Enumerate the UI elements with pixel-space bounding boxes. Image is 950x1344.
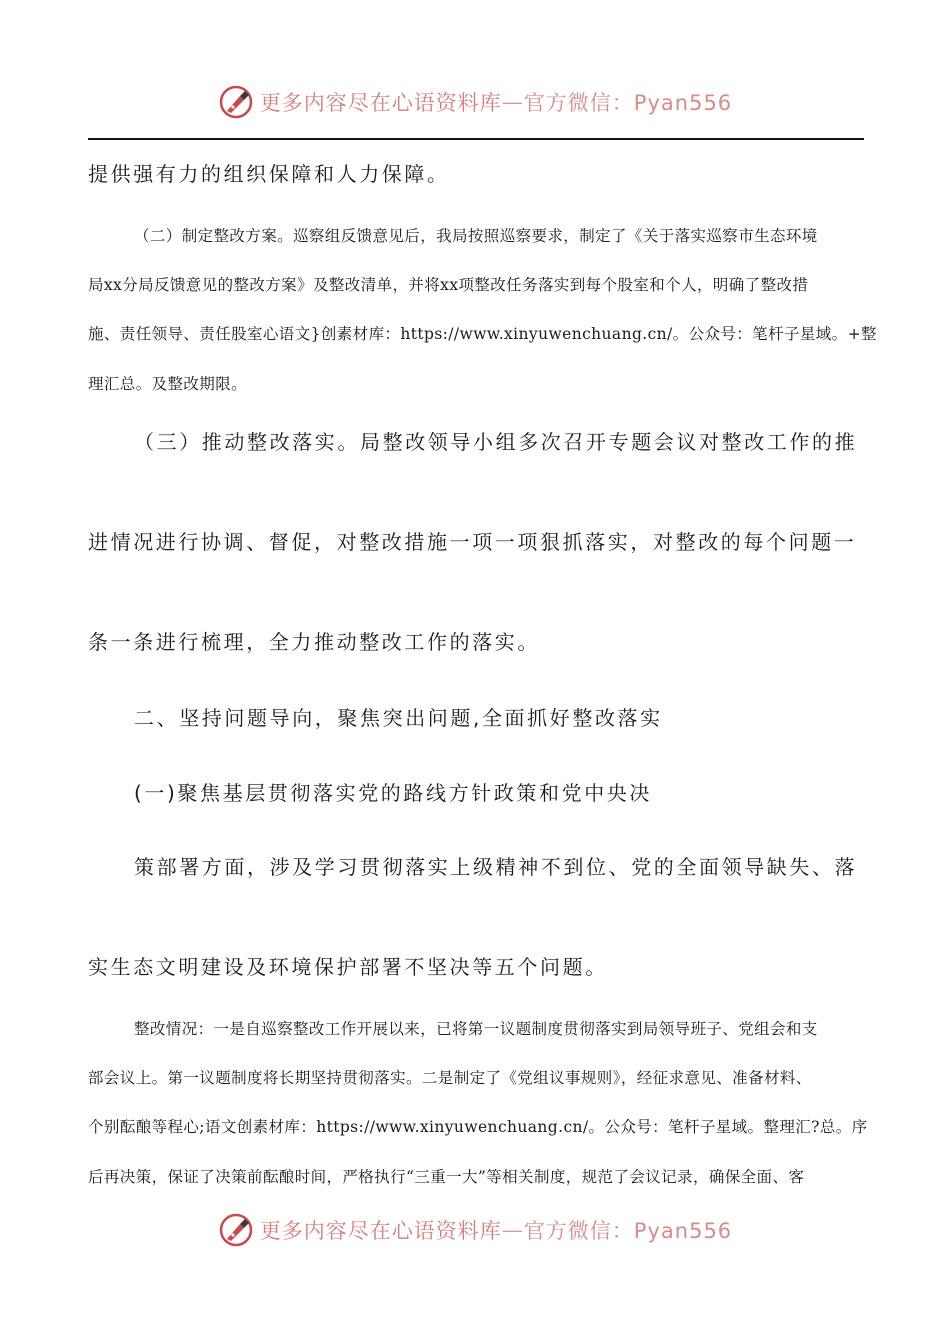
text-line: 条一条进行梳理，全力推动整改工作的落实。 [88,630,540,654]
pen-nib-logo-icon [218,84,254,120]
header-banner [0,80,950,124]
banner-brand-text: 更多内容尽在心语资料库 [259,91,502,115]
text-line: （三）推动整改落实。局整改领导小组多次召开专题会议对整改工作的推 [134,430,858,454]
banner-wechat-text: 官方微信：Pyan556 [523,91,733,115]
banner-separator: — [501,1218,524,1242]
text-line: 理汇总。及整改期限。 [88,375,248,393]
text-line: 施、责任领导、责任股室心语文}创素材库：https://www.xinyuwenchuang.cn/。公众号：笔杆子星域。+整 [88,325,877,343]
subsection-heading: (一)聚焦基层贯彻落实党的路线方针政策和党中央决 [134,781,653,805]
banner-brand-text: 更多内容尽在心语资料库 [259,1219,502,1243]
banner-separator: — [501,90,524,114]
pen-nib-logo-icon [218,1212,254,1248]
banner-wechat-text: 官方微信：Pyan556 [523,1219,733,1243]
text-line: 进情况进行协调、督促，对整改措施一项一项狠抓落实，对整改的每个问题一 [88,530,857,554]
text-line: 个别酝酿等程心;语文创素材库：https://www.xinyuwenchuang.cn/。公众号：笔杆子星域。整理汇?总。序 [88,1118,868,1136]
text-line: 局xx分局反馈意见的整改方案》及整改清单，并将xx项整改任务落实到每个股室和个人，明确了整改措 [88,276,809,294]
text-line: 后再决策，保证了决策前酝酿时间，严格执行“三重一大”等相关制度，规范了会议记录，确保全面、客 [88,1168,805,1186]
text-line: 实生态文明建设及环境保护部署不坚决等五个问题。 [88,955,608,979]
header-divider [88,138,864,140]
text-line: 提供强有力的组织保障和人力保障。 [88,162,450,186]
section-heading: 二、坚持问题导向，聚焦突出问题,全面抓好整改落实 [134,706,663,730]
footer-banner [0,1208,950,1252]
text-line: 部会议上。第一议题制度将长期坚持贯彻落实。二是制定了《党组议事规则》，经征求意见、准备材料、 [88,1069,812,1087]
text-line: （二）制定整改方案。巡察组反馈意见后，我局按照巡察要求，制定了《关于落实巡察市生态环境 [134,227,818,245]
text-line: 整改情况：一是自巡察整改工作开展以来，已将第一议题制度贯彻落实到局领导班子、党组会和支 [134,1020,818,1038]
text-line: 策部署方面，涉及学习贯彻落实上级精神不到位、党的全面领导缺失、落 [134,855,858,879]
